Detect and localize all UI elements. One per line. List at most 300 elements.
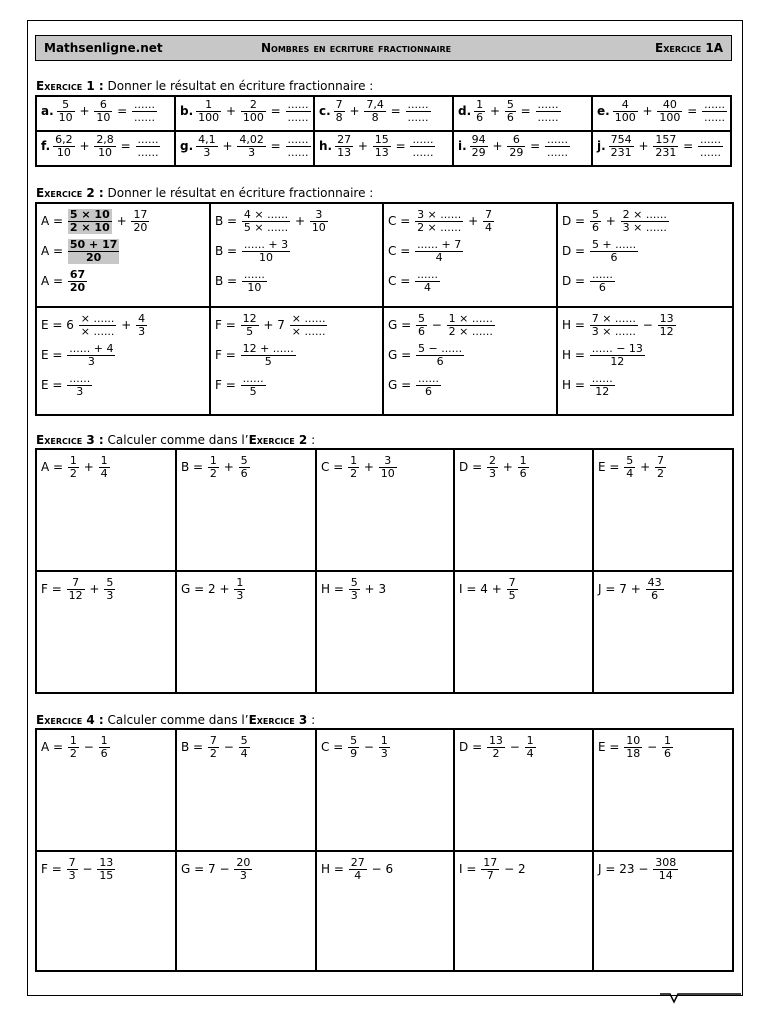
ex3-cell[interactable]: H = $\frac{5}{3}$ + 3	[316, 571, 454, 693]
ex4-row	[36, 729, 733, 851]
numerator: ......	[704, 98, 726, 111]
fraction	[447, 313, 495, 338]
denominator: 20	[69, 281, 86, 295]
denominator: ......	[547, 146, 569, 160]
ex1-instruction: Donner le résultat en écriture fractionnaire :	[107, 79, 374, 93]
ex3-cell[interactable]: C = $\frac{1}{2}$ + $\frac{3}{10}$	[316, 449, 454, 571]
operator: −	[509, 740, 520, 755]
ex3-cell[interactable]: F = $\frac{7}{12}$ + $\frac{5}{3}$	[36, 571, 176, 693]
item-label: f.	[41, 139, 51, 154]
ex1-cell: c. $\frac{7}{8}$ + $\frac{7,4}{8}$ = ...... ......	[314, 96, 453, 131]
fraction	[242, 269, 267, 294]
fraction	[406, 99, 431, 124]
denominator: 6	[651, 589, 659, 603]
operator: −	[647, 740, 658, 755]
fraction	[68, 269, 87, 294]
expr-name: J	[598, 582, 602, 597]
numerator: ......	[407, 98, 429, 111]
fraction	[234, 857, 252, 882]
denominator: ......	[134, 111, 156, 125]
numerator: ......	[134, 98, 156, 111]
fraction	[545, 134, 570, 159]
operator: +	[630, 582, 641, 597]
denominator: 3	[203, 146, 211, 160]
numerator: 5	[350, 576, 358, 589]
denominator: 6	[417, 325, 425, 339]
denominator: 5 × ......	[243, 221, 289, 235]
expr-name: I	[459, 862, 463, 877]
fraction	[415, 209, 463, 234]
denominator: 20	[133, 221, 148, 235]
numerator: 5	[591, 208, 599, 221]
fraction	[97, 857, 115, 882]
fraction	[67, 373, 92, 398]
numerator: ......	[287, 133, 309, 146]
fraction	[613, 99, 638, 124]
ex2-row	[36, 307, 733, 415]
fraction	[415, 269, 440, 294]
fraction	[698, 134, 723, 159]
denominator: 4	[484, 221, 492, 235]
fraction	[131, 209, 149, 234]
denominator: 4	[240, 747, 248, 761]
denominator: 4	[100, 467, 108, 481]
denominator: 29	[471, 146, 486, 160]
operator: −	[504, 862, 515, 877]
fraction	[234, 577, 245, 602]
fraction	[208, 455, 219, 480]
ex3-cell[interactable]: G = 2 + $\frac{1}{3}$	[176, 571, 316, 693]
denominator: 12	[595, 385, 610, 399]
numerator: 5 − ......	[417, 342, 463, 356]
denominator: 3	[350, 589, 358, 603]
ex2-cell-A: A = $\frac{5 \times 10}{2 \times 10}$ + $\frac{17}{20}$ A = $\frac{50 + 17}{20}$ A = $\frac{67}{20}$	[36, 203, 210, 307]
operator: −	[223, 740, 234, 755]
numerator: 17	[483, 856, 498, 869]
operator: −	[219, 862, 230, 877]
denominator: 3	[68, 869, 76, 883]
fraction	[590, 373, 615, 398]
fraction	[364, 99, 386, 124]
ex4-cell[interactable]: J = 23 − $\frac{308}{14}$	[593, 851, 733, 971]
ex4-cell[interactable]: D = $\frac{13}{2}$ − $\frac{1}{4}$	[454, 729, 593, 851]
numerator: 40	[657, 99, 682, 112]
numerator: 4,02	[239, 133, 264, 146]
operator: +	[363, 460, 374, 475]
fraction	[657, 99, 682, 124]
denominator: ......	[704, 111, 726, 125]
denominator: 2	[657, 467, 664, 481]
ex3-tail: :	[307, 433, 316, 447]
numerator: 3	[379, 455, 397, 468]
integer: 7	[208, 862, 216, 877]
ex1-row	[36, 131, 731, 166]
fraction	[655, 455, 666, 480]
numerator: 2,8	[96, 133, 114, 146]
denominator: 10	[96, 111, 111, 125]
denominator: 5	[249, 385, 257, 399]
denominator: 100	[198, 111, 220, 125]
numerator: ......	[137, 133, 159, 146]
denominator: 12	[659, 325, 674, 339]
operator: −	[363, 740, 374, 755]
ex1-cell: j. $\frac{754}{231}$ + $\frac{157}{231}$ = ...... ......	[592, 131, 731, 166]
ex4-cell[interactable]: H = $\frac{27}{4}$ − 6	[316, 851, 454, 971]
numerator: 12	[242, 312, 257, 325]
fraction	[239, 455, 250, 480]
item-label: a.	[41, 104, 54, 119]
denominator: 100	[614, 111, 636, 125]
integer: 7	[619, 582, 627, 597]
ex4-ref: Exercice 3	[248, 713, 308, 727]
fraction	[239, 735, 250, 760]
ex3-cell[interactable]: I = 4 + $\frac{7}{5}$	[454, 571, 593, 693]
denominator: 4	[424, 281, 432, 295]
numerator: 50 + 17	[69, 238, 118, 252]
denominator: ......	[287, 111, 309, 125]
ex3-row	[36, 571, 733, 693]
fraction	[624, 455, 635, 480]
fraction	[590, 313, 638, 338]
denominator: 2	[209, 747, 217, 761]
numerator: 1	[100, 734, 108, 747]
numerator: 5	[506, 98, 514, 111]
denominator: 13	[337, 146, 352, 160]
denominator: ......	[137, 146, 159, 160]
numerator: 17	[133, 208, 148, 221]
denominator: 9	[350, 747, 358, 761]
ex3-cell[interactable]: J = 7 + $\frac{43}{6}$	[593, 571, 733, 693]
operator: −	[638, 862, 649, 877]
fraction	[646, 577, 664, 602]
fraction	[536, 99, 561, 124]
ex2-cell-B: B = $\frac{4 \times ......}{5 \times ......}$ + $\frac{3}{10}$ B = $\frac{...... + 3}{10}$ B = ...... 10	[210, 203, 383, 307]
operator: +	[219, 582, 230, 597]
denominator: 2 × 10	[69, 221, 110, 235]
fraction	[208, 735, 219, 760]
integer: 6	[66, 318, 74, 333]
denominator: 5	[246, 325, 254, 339]
exercise-id: Exercice 1A	[655, 41, 723, 55]
numerator: 3	[310, 209, 328, 222]
page-title: Nombres en ecriture fractionnaire	[261, 41, 452, 55]
numerator: 6	[94, 99, 112, 112]
expr-name: I	[459, 582, 463, 597]
numerator: 15	[374, 133, 389, 146]
ex3-ref: Exercice 2	[248, 433, 308, 447]
numerator: 1	[519, 454, 527, 467]
fraction	[609, 134, 634, 159]
ex2-cell-E: E = 6 × ...... × ...... + $\frac{4}{3}$ E = $\frac{...... + 4}{3}$ E = ...... 3	[36, 307, 210, 415]
ex1-cell: e. $\frac{4}{100}$ + $\frac{40}{100}$ = ...... ......	[592, 96, 731, 131]
numerator: 13	[99, 856, 114, 869]
fraction	[68, 455, 79, 480]
denominator: 2	[492, 747, 500, 761]
expr-name: A	[41, 460, 50, 475]
ex4-cell[interactable]: I = $\frac{17}{7}$ − 2	[454, 851, 593, 971]
fraction	[241, 99, 266, 124]
ex4-title	[36, 713, 315, 727]
fraction	[237, 134, 266, 159]
ex1-cell: d. $\frac{1}{6}$ + $\frac{5}{6}$ = ...... ......	[453, 96, 592, 131]
denominator: 2	[209, 467, 217, 481]
denominator: 100	[659, 111, 681, 125]
operator: +	[491, 582, 502, 597]
item-label: h.	[319, 139, 333, 154]
fraction	[136, 134, 161, 159]
numerator: 67	[69, 268, 86, 282]
fraction	[349, 857, 367, 882]
ex4-cell[interactable]: G = 7 − $\frac{20}{3}$	[176, 851, 316, 971]
denominator: 6	[424, 385, 432, 399]
ex1-cell: f. $\frac{6,2}{10}$ + $\frac{2,8}{10}$ = ...... ......	[36, 131, 175, 166]
numerator: 157	[655, 133, 677, 146]
denominator: 2 × ......	[417, 221, 462, 235]
fraction	[67, 577, 85, 602]
ex3-cell[interactable]: E = $\frac{5}{4}$ + $\frac{7}{2}$	[593, 449, 733, 571]
ex1-cell: i. $\frac{94}{29}$ + $\frac{6}{29}$ = ...... ......	[453, 131, 592, 166]
fraction	[415, 239, 463, 264]
ex4-cell[interactable]: B = $\frac{7}{2}$ − $\frac{5}{4}$	[176, 729, 316, 851]
ex1-cell: g. $\frac{4,1}{3}$ + $\frac{4,02}{3}$ = ...... ......	[175, 131, 314, 166]
fraction	[702, 99, 727, 124]
fraction	[590, 209, 601, 234]
ex3-cell[interactable]: D = $\frac{2}{3}$ + $\frac{1}{6}$	[454, 449, 593, 571]
ex4-cell[interactable]: E = $\frac{10}{18}$ − $\frac{1}{6}$	[593, 729, 733, 851]
denominator: 2 × ......	[448, 325, 493, 339]
ex4-label: Exercice 4 :	[36, 713, 104, 727]
ex2-title	[36, 186, 373, 200]
denominator: 20	[86, 251, 102, 265]
fraction	[241, 343, 296, 368]
numerator: 1	[236, 576, 244, 589]
fraction	[68, 735, 79, 760]
ex1-cell: b. $\frac{1}{100}$ + $\frac{2}{100}$ = ...... ......	[175, 96, 314, 131]
numerator: ......	[591, 268, 613, 282]
fraction	[348, 735, 359, 760]
fraction	[487, 735, 505, 760]
denominator: 14	[658, 869, 673, 883]
ex3-grid	[35, 448, 734, 694]
denominator: 3 × ......	[591, 325, 636, 339]
numerator: 12 + ......	[242, 342, 294, 356]
ex2-cell-F: F = $\frac{12}{5}$ + 7 × ...... × ...... F = $\frac{12 + ......}{5}$ F = ...... 5	[210, 307, 383, 415]
denominator: 18	[626, 747, 641, 761]
numerator: 1	[69, 454, 77, 467]
ex3-title	[36, 433, 315, 447]
expr-name: H	[321, 862, 331, 877]
denominator: × ......	[291, 325, 326, 339]
numerator: ...... − 13	[591, 342, 643, 356]
numerator: 1 × ......	[448, 312, 493, 325]
denominator: 3	[248, 146, 256, 160]
ex2-cell-H: H = $\frac{7 \times ......}{3 \times ......}$ − $\frac{13}{12}$ H = $\frac{...... - 13}{12}$ H = ...... 12	[557, 307, 733, 415]
fraction	[483, 209, 494, 234]
fraction	[334, 99, 345, 124]
expr-name: C	[321, 740, 330, 755]
ex2-label: Exercice 2 :	[36, 186, 104, 200]
denominator: 10	[98, 146, 113, 160]
fraction	[286, 99, 311, 124]
numerator: 5	[106, 576, 114, 589]
ex4-instruction: Calculer comme dans l’	[107, 713, 249, 727]
denominator: 2	[69, 747, 77, 761]
item-label: i.	[458, 139, 467, 154]
denominator: 10	[58, 111, 73, 125]
ex1-label: Exercice 1 :	[36, 79, 104, 93]
numerator: ...... + 4	[69, 342, 114, 356]
numerator: ......	[287, 98, 309, 111]
denominator: 29	[509, 146, 524, 160]
operator: +	[364, 582, 375, 597]
numerator: 1	[526, 734, 534, 747]
item-label: e.	[597, 104, 610, 119]
page-corner-mark	[660, 988, 741, 1004]
fraction	[379, 455, 397, 480]
fraction	[379, 735, 390, 760]
fraction	[286, 134, 311, 159]
numerator: 2	[241, 99, 266, 112]
numerator: 43	[647, 576, 662, 589]
ex4-tail: :	[307, 713, 316, 727]
denominator: 231	[610, 146, 632, 160]
fraction	[474, 99, 485, 124]
numerator: 7,4	[366, 98, 384, 111]
site-name: Mathsenligne.net	[44, 41, 163, 55]
numerator: 1	[69, 734, 77, 747]
numerator: 7	[484, 208, 492, 221]
denominator: 4	[626, 467, 634, 481]
item-label: g.	[180, 139, 194, 154]
denominator: ......	[700, 146, 722, 160]
ex3-instruction: Calculer comme dans l’	[107, 433, 249, 447]
fraction	[590, 269, 615, 294]
operator: −	[371, 862, 382, 877]
ex4-cell[interactable]: C = $\frac{5}{9}$ − $\frac{1}{3}$	[316, 729, 454, 851]
fraction	[136, 313, 147, 338]
fraction	[99, 455, 110, 480]
ex3-cell[interactable]: B = $\frac{1}{2}$ + $\frac{5}{6}$	[176, 449, 316, 571]
fraction	[196, 134, 218, 159]
numerator: ...... + 3	[243, 238, 289, 252]
expr-name: H	[321, 582, 331, 597]
denominator: 10	[259, 251, 274, 265]
fraction	[196, 99, 221, 124]
numerator: 94	[471, 133, 486, 146]
denominator: ......	[412, 146, 434, 160]
ex1-cell: a. $\frac{5}{10}$ + $\frac{6}{10}$ = ...... ......	[36, 96, 175, 131]
numerator: 7	[209, 734, 217, 747]
integer: 23	[619, 862, 635, 877]
numerator: 7	[67, 577, 85, 590]
ex3-cell[interactable]: A = $\frac{1}{2}$ + $\frac{1}{4}$	[36, 449, 176, 571]
denominator: 6	[476, 111, 484, 125]
fraction	[416, 373, 441, 398]
fraction	[242, 209, 290, 234]
denominator: 5	[508, 589, 516, 603]
numerator: 6,2	[55, 133, 73, 146]
fraction	[518, 455, 529, 480]
denominator: 3	[106, 589, 114, 603]
ex4-cell[interactable]: F = $\frac{7}{3}$ − $\frac{13}{15}$	[36, 851, 176, 971]
numerator: 7	[335, 98, 343, 111]
item-label: d.	[458, 104, 472, 119]
fraction	[653, 134, 678, 159]
fraction	[621, 209, 669, 234]
item-label: j.	[597, 139, 606, 154]
fraction	[525, 735, 536, 760]
numerator: 5	[626, 454, 634, 467]
numerator: ......	[242, 372, 264, 386]
numerator: ......	[417, 372, 439, 386]
numerator: 4 × ......	[243, 208, 289, 221]
expr-name: C	[321, 460, 330, 475]
numerator: 1	[100, 454, 108, 467]
fraction	[373, 134, 391, 159]
numerator: 7	[657, 454, 664, 467]
item-label: c.	[319, 104, 331, 119]
denominator: 6	[100, 747, 108, 761]
numerator: ......	[69, 372, 91, 386]
ex4-cell[interactable]: A = $\frac{1}{2}$ − $\frac{1}{6}$	[36, 729, 176, 851]
ex2-cell-G: G = $\frac{5}{6}$ − $\frac{1 \times ......}{2 \times ......}$ G = $\frac{5 - ......}{6}$ G = ...... 6	[383, 307, 557, 415]
numerator: 7 × ......	[591, 312, 636, 325]
denominator: 2	[69, 467, 77, 481]
fraction	[57, 99, 75, 124]
denominator: 2	[350, 467, 358, 481]
integer: 7	[277, 318, 285, 333]
expr-name: E	[598, 740, 606, 755]
numerator: 4	[613, 99, 638, 112]
numerator: 10	[626, 734, 641, 747]
numerator: 1	[209, 454, 217, 467]
denominator: 5	[264, 355, 272, 369]
numerator: ...... + 7	[417, 238, 462, 252]
ex2-instruction: Donner le résultat en écriture fractionnaire :	[107, 186, 374, 200]
numerator: ......	[547, 133, 569, 146]
expr-name: E	[598, 460, 606, 475]
operator: +	[83, 460, 94, 475]
numerator: 5	[240, 454, 248, 467]
numerator: 5 + ......	[591, 238, 637, 252]
fraction	[481, 857, 499, 882]
denominator: 15	[99, 869, 114, 883]
fraction	[94, 134, 116, 159]
fraction	[590, 239, 638, 264]
fraction	[349, 577, 360, 602]
fraction	[104, 577, 115, 602]
numerator: 1	[664, 734, 671, 747]
fraction	[507, 577, 518, 602]
denominator: × ......	[80, 325, 115, 339]
expr-name: G	[181, 862, 191, 877]
numerator: 7	[68, 856, 76, 869]
numerator: 4	[138, 312, 146, 325]
denominator: 7	[486, 869, 494, 883]
fraction	[416, 343, 464, 368]
denominator: 13	[374, 146, 389, 160]
fraction	[99, 735, 110, 760]
numerator: 308	[655, 856, 677, 869]
denominator: 12	[610, 355, 625, 369]
fraction	[79, 313, 117, 338]
fraction	[653, 857, 678, 882]
denominator: 10	[380, 467, 395, 481]
integer: 3	[378, 582, 387, 597]
fraction	[335, 134, 353, 159]
fraction	[505, 99, 516, 124]
denominator: 3	[76, 385, 84, 399]
